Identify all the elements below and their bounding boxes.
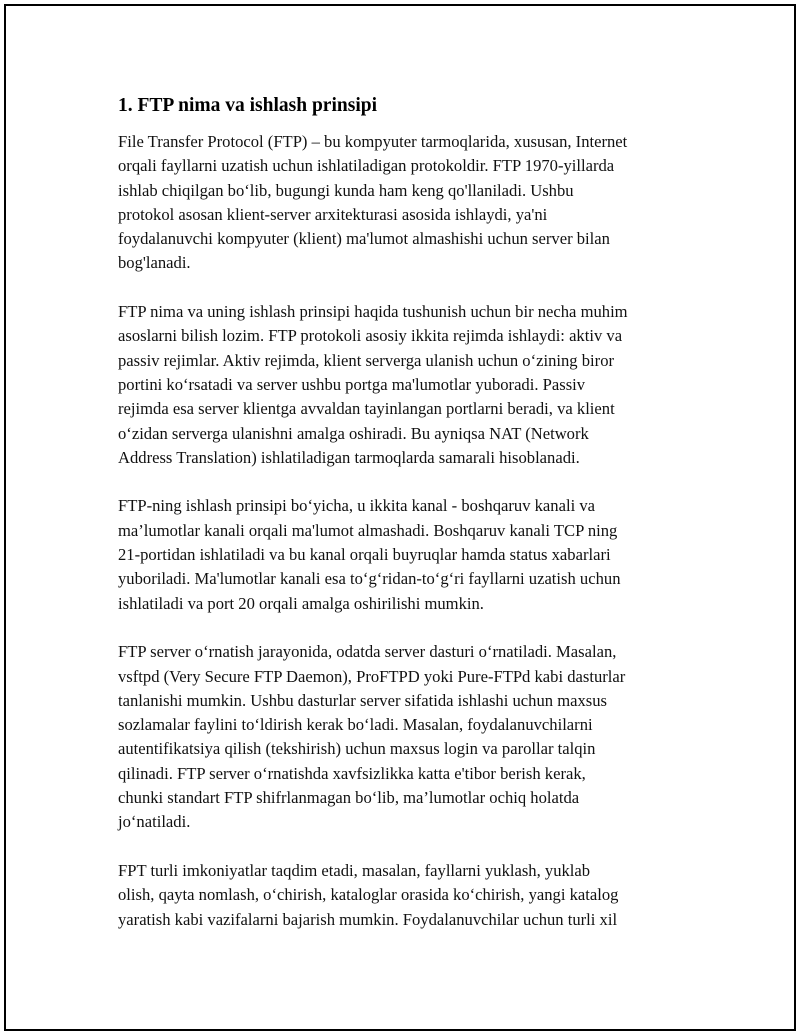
paragraph-modes	[118, 300, 684, 470]
text-line: passiv rejimlar. Aktiv rejimda, klient serverga ulanish uchun o‘zining biror	[118, 350, 615, 370]
text-line: vsftpd (Very Secure FTP Daemon), ProFTPD yoki Pure-FTPd kabi dasturlar	[118, 666, 626, 686]
text-line: FTP-ning ishlash prinsipi bo‘yicha, u ikkita kanal - boshqaruv kanali va	[118, 496, 595, 516]
text-line: 21-portidan ishlatiladi va bu kanal orqali buyruqlar hamda status xabarlari	[118, 545, 611, 565]
text-line: asoslarni bilish lozim. FTP protokoli asosiy ikkita rejimda ishlaydi: aktiv va	[118, 326, 623, 346]
text-line: ishlatiladi va port 20 orqali amalga oshirilishi mumkin.	[118, 593, 484, 613]
text-line: FPT turli imkoniyatlar taqdim etadi, masalan, fayllarni yuklash, yuklab	[118, 860, 591, 880]
text-line: yuboriladi. Ma'lumotlar kanali esa to‘g‘ridan-to‘g‘ri fayllarni uzatish uchun	[118, 569, 621, 589]
text-line: tanlanishi mumkin. Ushbu dasturlar server sifatida ishlashi uchun maxsus	[118, 690, 607, 710]
text-line: qilinadi. FTP server o‘rnatishda xavfsizlikka katta e'tibor berish kerak,	[118, 763, 586, 783]
text-line: Address Translation) ishlatiladigan tarmoqlarda samarali hisoblanadi.	[118, 447, 580, 467]
text-line: orqali fayllarni uzatish uchun ishlatiladigan protokoldir. FTP 1970-yillarda	[118, 156, 615, 176]
text-line: chunki standart FTP shifrlanmagan bo‘lib, ma’lumotlar ochiq holatda	[118, 788, 580, 808]
text-line: bog'lanadi.	[118, 253, 191, 273]
paragraph-intro	[118, 130, 684, 276]
paragraph-server-setup	[118, 640, 684, 834]
text-line: ma’lumotlar kanali orqali ma'lumot almashadi. Boshqaruv kanali TCP ning	[118, 520, 618, 540]
text-line: FTP server o‘rnatish jarayonida, odatda server dasturi o‘rnatiladi. Masalan,	[118, 642, 617, 662]
text-line: yaratish kabi vazifalarni bajarish mumkin. Foydalanuvchilar uchun turli xil	[118, 909, 618, 929]
text-line: portini ko‘rsatadi va server ushbu portga ma'lumotlar yuboradi. Passiv	[118, 374, 586, 394]
paragraph-features	[118, 859, 684, 932]
text-line: sozlamalar faylini to‘ldirish kerak bo‘ladi. Masalan, foydalanuvchilarni	[118, 715, 593, 735]
text-line: olish, qayta nomlash, o‘chirish, kataloglar orasida ko‘chirish, yangi katalog	[118, 885, 619, 905]
text-line: jo‘natiladi.	[118, 812, 191, 832]
text-line: protokol asosan klient-server arxitekturasi asosida ishlaydi, ya'ni	[118, 204, 548, 224]
text-line: o‘zidan serverga ulanishni amalga oshiradi. Bu ayniqsa NAT (Network	[118, 423, 589, 443]
section-heading: 1. FTP nima va ishlash prinsipi	[118, 95, 377, 116]
text-line: ishlab chiqilgan bo‘lib, bugungi kunda ham keng qo'llaniladi. Ushbu	[118, 180, 574, 200]
text-line: rejimda esa server klientga avvaldan tayinlangan portlarni beradi, va klient	[118, 399, 615, 419]
text-line: foydalanuvchi kompyuter (klient) ma'lumot almashishi uchun server bilan	[118, 229, 610, 249]
paragraph-channels	[118, 494, 684, 615]
document-body	[118, 94, 684, 956]
text-line: autentifikatsiya qilish (tekshirish) uchun maxsus login va parollar talqin	[118, 739, 596, 759]
text-line: FTP nima va uning ishlash prinsipi haqida tushunish uchun bir necha muhim	[118, 302, 628, 322]
text-line: File Transfer Protocol (FTP) – bu kompyuter tarmoqlarida, xususan, Internet	[118, 132, 628, 151]
